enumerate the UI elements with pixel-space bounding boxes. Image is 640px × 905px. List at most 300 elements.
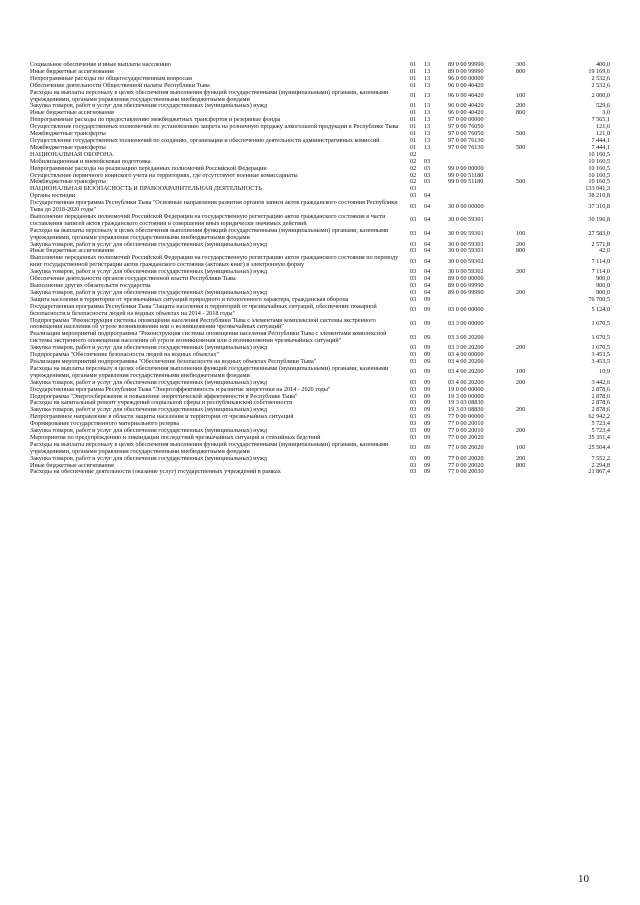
row-expense-type-code: [516, 83, 548, 90]
row-name: Выполнение переданных полномочий Российской Федерации на государственную регистрацию актов гражданского состояния по переводу книг государственной регистрации актов гражданского состояния (актовых книг) в электронную форму: [30, 254, 399, 269]
row-name: Закупка товаров, работ и услуг для обеспечения государственных (муниципальных) нужд: [30, 102, 268, 110]
row-subsection-code: 09: [424, 357, 431, 365]
row-section-code: 03: [410, 385, 417, 393]
row-expense-type-code: [516, 414, 548, 421]
row-section-code: 03: [410, 306, 417, 314]
row-subsection-code: 13: [424, 136, 431, 144]
row-amount: 7 552,2: [591, 454, 610, 462]
row-amount: 21 867,4: [588, 468, 610, 476]
row-amount: 3 442,6: [591, 378, 610, 386]
row-target-article-code: 96 0 00 40420: [448, 102, 484, 110]
row-expense-type-code: [516, 331, 548, 345]
row-section-code: 02: [410, 164, 417, 172]
row-amount: 2 878,6: [591, 385, 610, 393]
row-subsection-code: 09: [424, 385, 431, 393]
row-subsection-code: 09: [424, 295, 431, 303]
row-name: Закупка товаров, работ и услуг для обеспечения государственных (муниципальных) нужд: [30, 427, 268, 435]
row-name: Выполнение других обязательств государства: [30, 282, 151, 289]
table-row: [30, 255, 610, 269]
row-subsection-code: 03: [424, 157, 431, 165]
row-name: Закупка товаров, работ и услуг для обеспечения государственных (муниципальных) нужд: [30, 378, 268, 386]
row-subsection-code: 09: [424, 351, 431, 359]
row-name: Расходы на капитальный ремонт учреждений социальной сферы и республиканской собственности: [30, 399, 293, 407]
row-subsection-code: 04: [424, 202, 431, 210]
row-expense-type-code: [516, 152, 548, 159]
row-expense-type-code: 100: [516, 444, 526, 452]
row-section-code: 02: [410, 171, 417, 179]
row-subsection-code: 03: [424, 164, 431, 172]
row-name: Расходы на обеспечение деятельности (оказание услуг) государственных учреждений в рамках: [30, 468, 281, 476]
row-expense-type-code: [516, 352, 548, 359]
row-name: Расходы на выплаты персоналу в целях обеспечения выполнения функций государственными (муниципальными) органами, казенными учреждениями, органами управления государственными внебюджетными фондами: [30, 226, 389, 241]
row-target-article-code: 03 3 00 00000: [448, 319, 484, 327]
row-subsection-code: 09: [424, 319, 431, 327]
row-amount: 10 160,5: [588, 164, 610, 172]
row-name: Иные бюджетные ассигнования: [30, 461, 114, 469]
row-name: Обеспечение деятельности Общественной палаты Республики Тыва: [30, 81, 210, 89]
table-row: [30, 469, 610, 476]
row-amount: 7 444,1: [591, 143, 610, 151]
row-name: Иные бюджетные ассигнования: [30, 247, 114, 255]
row-subsection-code: 09: [424, 399, 431, 407]
row-target-article-code: 19 3 03 08830: [448, 406, 484, 414]
row-target-article-code: 89 0 00 99990: [448, 61, 484, 68]
row-expense-type-code: [516, 200, 548, 214]
row-target-article-code: 03 4 00 20200: [448, 357, 484, 365]
row-amount: 10 160,5: [588, 178, 610, 186]
row-section-code: 03: [410, 216, 417, 224]
row-subsection-code: 13: [424, 130, 431, 138]
row-subsection-code: 04: [424, 240, 431, 248]
row-amount: 19 169,6: [588, 67, 610, 75]
row-amount: 2 294,8: [591, 461, 610, 469]
row-expense-type-code: [516, 359, 548, 366]
row-amount: 5 723,4: [591, 420, 610, 428]
table-row: [30, 304, 610, 318]
row-amount: 38 210,8: [588, 192, 610, 200]
row-expense-type-code: 200: [516, 454, 526, 462]
row-amount: 133 041,3: [585, 185, 610, 193]
row-subsection-code: 13: [424, 102, 431, 110]
row-section-code: 01: [410, 92, 417, 100]
row-expense-type-code: 500: [516, 130, 526, 138]
row-target-article-code: 89 0 00 00000: [448, 275, 484, 283]
row-section-code: 03: [410, 247, 417, 255]
row-expense-type-code: 100: [516, 230, 526, 238]
row-name: Непрограммное направление в области защиты населения и территории от чрезвычайных ситуаций: [30, 413, 294, 421]
row-amount: 2 878,6: [591, 406, 610, 414]
row-target-article-code: 19 3 00 00000: [448, 392, 484, 400]
row-subsection-code: 09: [424, 344, 431, 352]
row-amount: 7 114,0: [591, 257, 610, 265]
budget-table: [30, 62, 610, 476]
page-number: 10: [578, 873, 589, 885]
row-target-article-code: 03 0 00 00000: [448, 306, 484, 314]
row-subsection-code: 09: [424, 378, 431, 386]
row-expense-type-code: 300: [516, 61, 526, 68]
row-section-code: 03: [410, 240, 417, 248]
row-target-article-code: 30 0 00 59301: [448, 216, 484, 224]
row-section-code: 01: [410, 130, 417, 138]
row-target-article-code: 97 0 00 76050: [448, 123, 484, 131]
table-row: [30, 228, 610, 242]
row-expense-type-code: [516, 76, 548, 83]
row-name: Государственная программа Республики Тыва "Энергоэффективность и развитие энергетики на 2014 - 2020 годы": [30, 385, 331, 393]
row-subsection-code: 09: [424, 406, 431, 414]
row-name: Иные бюджетные ассигнования: [30, 109, 114, 117]
row-target-article-code: 30 0 00 59301: [448, 247, 484, 255]
row-name: Реализация мероприятий подпрограммы "Обеспечение безопасности на водных объектах Республики Тыва": [30, 357, 317, 365]
row-section-code: 03: [410, 282, 417, 289]
row-name: Осуществление государственных полномочий по установлению запрета на розничную продажу алкогольной продукции в Республике Тыва: [30, 123, 399, 131]
row-name: Непрограммные расходы на реализацию переданных полномочий Российской Федерации: [30, 164, 267, 172]
row-subsection-code: 09: [424, 461, 431, 469]
row-amount: 2 000,0: [591, 92, 610, 100]
row-section-code: 03: [410, 257, 417, 265]
row-section-code: 03: [410, 351, 417, 359]
row-expense-type-code: [516, 255, 548, 269]
row-subsection-code: 04: [424, 216, 431, 224]
row-name: НАЦИОНАЛЬНАЯ ОБОРОНА: [30, 150, 114, 158]
row-target-article-code: 30 0 00 59302: [448, 268, 484, 276]
row-expense-type-code: 200: [516, 406, 526, 414]
table-row: [30, 145, 610, 152]
row-target-article-code: 89 0 00 99990: [448, 282, 484, 289]
row-target-article-code: 77 0 00 20020: [448, 454, 484, 462]
row-amount: 900,0: [596, 275, 610, 283]
row-amount: 7 565,1: [591, 116, 610, 124]
row-target-article-code: 03 4 00 20200: [448, 368, 484, 376]
row-target-article-code: 77 0 00 00000: [448, 413, 484, 421]
row-expense-type-code: [516, 166, 548, 173]
row-target-article-code: 96 0 00 00000: [448, 74, 484, 82]
row-amount: 121,0: [596, 130, 610, 138]
row-name: Закупка товаров, работ и услуг для обеспечения государственных (муниципальных) нужд: [30, 406, 268, 414]
row-amount: 3 453,5: [591, 357, 610, 365]
row-target-article-code: 77 0 00 20020: [448, 444, 484, 452]
row-subsection-code: 13: [424, 67, 431, 75]
row-target-article-code: 03 3 00 20200: [448, 333, 484, 341]
row-expense-type-code: [516, 435, 548, 442]
row-amount: 25 504,4: [588, 444, 610, 452]
row-subsection-code: 09: [424, 420, 431, 428]
row-section-code: 03: [410, 230, 417, 238]
row-section-code: 03: [410, 333, 417, 341]
row-target-article-code: 77 0 00 20010: [448, 420, 484, 428]
row-subsection-code: 09: [424, 333, 431, 341]
row-name: НАЦИОНАЛЬНАЯ БЕЗОПАСНОСТЬ И ПРАВООХРАНИТЕЛЬНАЯ ДЕЯТЕЛЬНОСТЬ: [30, 185, 262, 193]
row-target-article-code: 89 0 00 99990: [448, 288, 484, 296]
row-name: Закупка товаров, работ и услуг для обеспечения государственных (муниципальных) нужд: [30, 454, 268, 462]
row-target-article-code: 96 0 00 40420: [448, 81, 484, 89]
row-expense-type-code: 200: [516, 378, 526, 386]
row-section-code: 03: [410, 344, 417, 352]
row-section-code: 01: [410, 109, 417, 117]
row-subsection-code: 09: [424, 306, 431, 314]
row-expense-type-code: 200: [516, 427, 526, 435]
row-name: Межбюджетные трансферты: [30, 178, 106, 186]
row-name: Мобилизационная и вневойсковая подготовка: [30, 157, 151, 165]
row-target-article-code: 97 0 00 76130: [448, 136, 484, 144]
row-expense-type-code: 200: [516, 102, 526, 110]
row-subsection-code: 13: [424, 123, 431, 131]
row-expense-type-code: 200: [516, 288, 526, 296]
row-name: Выполнение переданных полномочий Российской Федерации на государственную регистрацию актов гражданского состояния в части составления записей актов гражданского состояния и совершения иных юридически значимых действий: [30, 212, 386, 227]
row-subsection-code: 09: [424, 368, 431, 376]
row-target-article-code: 30 0 00 59301: [448, 230, 484, 238]
row-section-code: 03: [410, 444, 417, 452]
row-target-article-code: [448, 193, 516, 200]
row-target-article-code: 97 0 00 00000: [448, 116, 484, 124]
row-subsection-code: 03: [424, 178, 431, 186]
row-expense-type-code: 500: [516, 178, 526, 186]
row-name: Закупка товаров, работ и услуг для обеспечения государственных (муниципальных) нужд: [30, 240, 268, 248]
row-name: Непрограммные расходы по общегосударственным вопросам: [30, 74, 192, 82]
row-name: Реализация мероприятий подпрограммы "Реконструкция системы оповещения населения Республики Тыва с элементами комплексной системы экстренного оповещения населения об угрозе возникновения или о возникновении чрезвычайных ситуаций": [30, 330, 387, 345]
row-section-code: 01: [410, 81, 417, 89]
row-expense-type-code: 800: [516, 67, 526, 75]
row-amount: 3,0: [602, 109, 610, 117]
table-row: [30, 200, 610, 214]
row-name: Межбюджетные трансферты: [30, 130, 106, 138]
row-section-code: 03: [410, 295, 417, 303]
row-section-code: 03: [410, 454, 417, 462]
row-amount: 62 942,2: [588, 413, 610, 421]
row-section-code: 03: [410, 268, 417, 276]
row-amount: 10,9: [599, 368, 610, 376]
row-name: Расходы на выплаты персоналу в целях обеспечения выполнения функций государственными (муниципальными) органами, казенными учреждениями, органами управления государственными внебюджетными фондами: [30, 88, 389, 103]
row-amount: 5 723,4: [591, 427, 610, 435]
row-section-code: 03: [410, 288, 417, 296]
table-row: [30, 318, 610, 332]
row-amount: 37 310,8: [588, 202, 610, 210]
row-section-code: 01: [410, 102, 417, 110]
row-section-code: 02: [410, 178, 417, 186]
row-section-code: 03: [410, 275, 417, 283]
row-target-article-code: 19 3 03 08830: [448, 399, 484, 407]
row-target-article-code: [448, 186, 516, 193]
row-target-article-code: 30 0 00 59302: [448, 257, 484, 265]
row-expense-type-code: 800: [516, 247, 526, 255]
row-amount: 2 878,6: [591, 399, 610, 407]
row-section-code: 01: [410, 74, 417, 82]
row-target-article-code: 89 0 00 99990: [448, 67, 484, 75]
row-target-article-code: 99 0 00 00000: [448, 164, 484, 172]
row-target-article-code: 96 0 00 40420: [448, 109, 484, 117]
table-row: [30, 214, 610, 228]
row-amount: 10 160,5: [588, 157, 610, 165]
row-target-article-code: 99 0 00 51180: [448, 178, 484, 186]
row-subsection-code: 09: [424, 433, 431, 441]
row-amount: 1 670,5: [591, 344, 610, 352]
row-section-code: 03: [410, 433, 417, 441]
row-subsection-code: 09: [424, 454, 431, 462]
row-subsection-code: 04: [424, 282, 431, 289]
row-name: Иные бюджетные ассигнования: [30, 67, 114, 75]
row-subsection-code: 09: [424, 413, 431, 421]
row-name: Социальное обеспечение и иные выплаты населению: [30, 61, 171, 68]
row-target-article-code: 30 0 00 59301: [448, 240, 484, 248]
row-name: Государственная программа Республики Тыва "Защита населения и территорий от чрезвычайных ситуаций, обеспечение пожарной безопасности и безопасности людей на водных объектах на 2014 - 2018 годы": [30, 302, 377, 317]
row-amount: 42,0: [599, 247, 610, 255]
row-section-code: 03: [410, 399, 417, 407]
row-section-code: 01: [410, 123, 417, 131]
row-section-code: 03: [410, 461, 417, 469]
row-section-code: 01: [410, 61, 417, 68]
row-name: Подпрограмма "Энергосбережение и повышение энергетической эффективности в Республике Тыва": [30, 392, 298, 400]
row-expense-type-code: [516, 159, 548, 166]
row-amount: 27 583,0: [588, 230, 610, 238]
row-subsection-code: 04: [424, 257, 431, 265]
row-amount: 900,0: [596, 282, 610, 289]
row-name: Закупка товаров, работ и услуг для обеспечения государственных (муниципальных) нужд: [30, 268, 268, 276]
row-subsection-code: 04: [424, 192, 431, 200]
row-expense-type-code: 800: [516, 109, 526, 117]
row-target-article-code: 77 0 00 20030: [448, 468, 484, 476]
row-name: Межбюджетные трансферты: [30, 143, 106, 151]
row-name: Государственная программа Республики Тыва "Основные направления развития органов записи актов гражданского состояния Республики Тыва до 2018-2020 годы": [30, 199, 398, 214]
row-section-code: 03: [410, 185, 417, 193]
row-expense-type-code: [516, 318, 548, 332]
row-name: Закупка товаров, работ и услуг для обеспечения государственных (муниципальных) нужд: [30, 288, 268, 296]
row-amount: 900,0: [596, 288, 610, 296]
table-row: [30, 442, 610, 456]
table-row: [30, 186, 610, 193]
row-target-article-code: 03 4 00 20200: [448, 378, 484, 386]
row-subsection-code: 13: [424, 81, 431, 89]
row-expense-type-code: 200: [516, 240, 526, 248]
row-name: Расходы на выплаты персоналу в целях обеспечения выполнения функций государственными (муниципальными) органами, казенными учреждениями, органами управления государственными внебюджетными фондами: [30, 364, 389, 379]
row-name: Формирование государственного материального резерва: [30, 420, 179, 428]
row-amount: 10 160,5: [588, 171, 610, 179]
row-expense-type-code: [516, 214, 548, 228]
row-target-article-code: 96 0 00 40420: [448, 92, 484, 100]
row-target-article-code: 97 0 00 76130: [448, 143, 484, 151]
row-subsection-code: 13: [424, 109, 431, 117]
row-name: Осуществление первичного воинского учета на территориях, где отсутствуют военные комиссариаты: [30, 171, 298, 179]
row-subsection-code: 04: [424, 288, 431, 296]
budget-table-body: [30, 62, 610, 476]
row-expense-type-code: [516, 387, 548, 394]
row-expense-type-code: 500: [516, 143, 526, 151]
row-name: Подпрограмма "Реконструкция системы оповещения населения Республики Тыва с элементами комплексной системы экстренного оповещения населения об угрозе возникновения или о возникновении чрезвычайных ситуаций": [30, 316, 376, 331]
row-amount: 2 532,6: [591, 74, 610, 82]
row-subsection-code: 04: [424, 268, 431, 276]
row-section-code: 03: [410, 420, 417, 428]
row-target-article-code: 77 0 00 20010: [448, 427, 484, 435]
row-subsection-code: 09: [424, 427, 431, 435]
row-section-code: 01: [410, 143, 417, 151]
row-name: Подпрограмма "Обеспечение безопасности людей на водных объектах": [30, 351, 219, 359]
row-name: Расходы на выплаты персоналу в целях обеспечения выполнения функций государственными (муниципальными) органами, казенными учреждениями, органами управления государственными внебюджетными фондами: [30, 440, 389, 455]
row-subsection-code: 13: [424, 116, 431, 124]
table-row: [30, 366, 610, 380]
row-name: Защита населения и территории от чрезвычайных ситуаций природного и техногенного характера, гражданская оборона: [30, 295, 349, 303]
row-amount: 2 532,6: [591, 81, 610, 89]
row-expense-type-code: [516, 186, 548, 193]
row-section-code: 02: [410, 150, 417, 158]
budget-page: [30, 62, 610, 476]
row-subsection-code: 09: [424, 468, 431, 476]
row-expense-type-code: [516, 469, 548, 476]
row-target-article-code: 03 3 00 20200: [448, 344, 484, 352]
row-expense-type-code: [516, 394, 548, 401]
table-row: [30, 331, 610, 345]
table-row: [30, 90, 610, 104]
row-name: Мероприятия по предупреждению и ликвидации последствий чрезвычайных ситуаций и стихийных бедствий: [30, 433, 321, 441]
row-subsection-code: 09: [424, 444, 431, 452]
row-name: Осуществление государственных полномочий по созданию, организации и обеспечению деятельности административных комиссий: [30, 136, 380, 144]
row-expense-type-code: [516, 304, 548, 318]
row-amount: 121,0: [596, 123, 610, 131]
row-target-article-code: 03 4 00 00000: [448, 351, 484, 359]
row-section-code: 03: [410, 427, 417, 435]
row-amount: 2 571,8: [591, 240, 610, 248]
row-section-code: 01: [410, 116, 417, 124]
row-expense-type-code: 100: [516, 92, 526, 100]
row-expense-type-code: 200: [516, 268, 526, 276]
row-name: Непрограммные расходы по предоставлению межбюджетных трансфертов и резервные фонды: [30, 116, 281, 124]
row-target-article-code: 97 0 00 76050: [448, 130, 484, 138]
row-section-code: 03: [410, 357, 417, 365]
row-target-article-code: 77 0 00 20020: [448, 461, 484, 469]
row-subsection-code: 13: [424, 61, 431, 68]
row-target-article-code: 99 0 00 51180: [448, 171, 484, 179]
row-subsection-code: 13: [424, 74, 431, 82]
row-target-article-code: [448, 297, 516, 304]
row-amount: 10 160,5: [588, 150, 610, 158]
row-subsection-code: 04: [424, 275, 431, 283]
row-amount: 7 444,1: [591, 136, 610, 144]
row-subsection-code: 09: [424, 392, 431, 400]
row-section-code: 03: [410, 202, 417, 210]
row-section-code: 03: [410, 392, 417, 400]
row-amount: 1 670,5: [591, 333, 610, 341]
row-amount: 30 196,8: [588, 216, 610, 224]
row-amount: 5 124,0: [591, 306, 610, 314]
row-amount: 1 670,5: [591, 319, 610, 327]
row-amount: 35 351,4: [588, 433, 610, 441]
row-section-code: 03: [410, 368, 417, 376]
row-name: Органы юстиции: [30, 192, 76, 200]
row-expense-type-code: [516, 276, 548, 283]
row-target-article-code: 30 0 00 00000: [448, 202, 484, 210]
row-section-code: 03: [410, 192, 417, 200]
row-expense-type-code: [516, 193, 548, 200]
row-expense-type-code: [516, 297, 548, 304]
row-target-article-code: 77 0 00 20020: [448, 433, 484, 441]
row-amount: 2 878,6: [591, 392, 610, 400]
row-section-code: 03: [410, 406, 417, 414]
row-target-article-code: 19 0 00 00000: [448, 385, 484, 393]
row-name: Обеспечение деятельности органов государственной власти Республики Тыва: [30, 275, 236, 283]
row-expense-type-code: [516, 117, 548, 124]
row-section-code: 03: [410, 378, 417, 386]
row-amount: 3 453,5: [591, 351, 610, 359]
row-subsection-code: 13: [424, 92, 431, 100]
row-section-code: 03: [410, 319, 417, 327]
row-name: Закупка товаров, работ и услуг для обеспечения государственных (муниципальных) нужд: [30, 344, 268, 352]
row-amount: 529,6: [596, 102, 610, 110]
row-section-code: 03: [410, 468, 417, 476]
row-section-code: 03: [410, 413, 417, 421]
row-section-code: 01: [410, 136, 417, 144]
row-expense-type-code: 100: [516, 368, 526, 376]
row-target-article-code: [448, 152, 516, 159]
row-section-code: 01: [410, 67, 417, 75]
row-subsection-code: 04: [424, 247, 431, 255]
row-section-code: 02: [410, 157, 417, 165]
